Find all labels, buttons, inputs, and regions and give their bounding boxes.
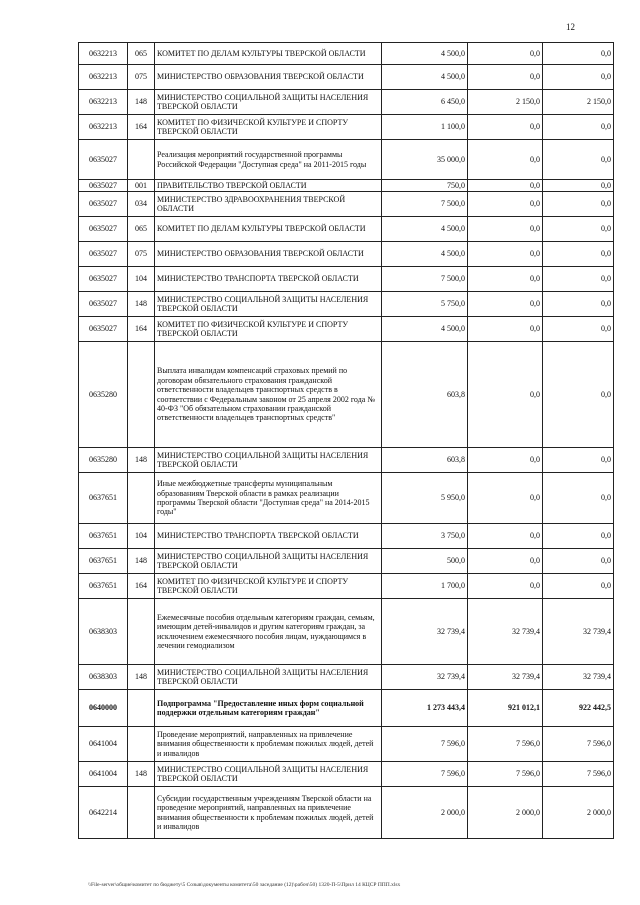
row-value-2014-cell: 750,0 xyxy=(382,180,468,192)
row-value-2015-cell: 2 150,0 xyxy=(468,90,543,115)
row-value-2014-cell: 1 100,0 xyxy=(382,115,468,140)
row-value-2015-cell: 32 739,4 xyxy=(468,599,543,665)
budget-table xyxy=(78,42,614,839)
row-value-2014-cell: 7 500,0 xyxy=(382,267,468,292)
row-value-2014-cell: 2 000,0 xyxy=(382,787,468,839)
row-value-2014-cell: 7 596,0 xyxy=(382,762,468,787)
table-row xyxy=(79,43,614,65)
table-row xyxy=(79,787,614,839)
row-value-2016-cell: 0,0 xyxy=(543,473,614,524)
row-value-2016-cell: 0,0 xyxy=(543,115,614,140)
table-row xyxy=(79,180,614,192)
row-dept-cell: 164 xyxy=(128,317,155,342)
row-value-2015-cell: 0,0 xyxy=(468,65,543,90)
row-name-cell: МИНИСТЕРСТВО СОЦИАЛЬНОЙ ЗАЩИТЫ НАСЕЛЕНИЯ ТВЕРСКОЙ ОБЛАСТИ xyxy=(155,665,382,690)
table-row xyxy=(79,65,614,90)
row-name-cell: МИНИСТЕРСТВО СОЦИАЛЬНОЙ ЗАЩИТЫ НАСЕЛЕНИЯ ТВЕРСКОЙ ОБЛАСТИ xyxy=(155,448,382,473)
row-code-cell: 0635280 xyxy=(79,448,128,473)
row-dept-cell: 034 xyxy=(128,192,155,217)
row-value-2016-cell: 0,0 xyxy=(543,140,614,180)
row-dept-cell xyxy=(128,599,155,665)
row-dept-cell: 104 xyxy=(128,524,155,549)
row-code-cell: 0632213 xyxy=(79,90,128,115)
row-code-cell: 0635027 xyxy=(79,267,128,292)
row-value-2014-cell: 4 500,0 xyxy=(382,43,468,65)
row-code-cell: 0632213 xyxy=(79,43,128,65)
row-dept-cell: 164 xyxy=(128,574,155,599)
row-code-cell: 0642214 xyxy=(79,787,128,839)
row-value-2014-cell: 4 500,0 xyxy=(382,217,468,242)
row-name-cell: КОМИТЕТ ПО ДЕЛАМ КУЛЬТУРЫ ТВЕРСКОЙ ОБЛАСТИ xyxy=(155,43,382,65)
row-code-cell: 0637651 xyxy=(79,473,128,524)
row-name-cell: МИНИСТЕРСТВО ЗДРАВООХРАНЕНИЯ ТВЕРСКОЙ ОБЛАСТИ xyxy=(155,192,382,217)
row-dept-cell: 164 xyxy=(128,115,155,140)
row-value-2016-cell: 32 739,4 xyxy=(543,665,614,690)
table-row xyxy=(79,115,614,140)
row-dept-cell: 065 xyxy=(128,217,155,242)
row-dept-cell: 148 xyxy=(128,448,155,473)
row-value-2015-cell: 0,0 xyxy=(468,43,543,65)
row-value-2015-cell: 921 012,1 xyxy=(468,690,543,727)
file-path-footer: \\File-server\общие\комитет по бюджету\5 Созыв\документы комитета\50 заседание (12)\рабоч\50) 1320-П-5\Прил 14 КЦСР ППП.xlsx xyxy=(88,882,401,888)
row-value-2016-cell: 0,0 xyxy=(543,448,614,473)
table-row xyxy=(79,90,614,115)
row-name-cell: МИНИСТЕРСТВО ТРАНСПОРТА ТВЕРСКОЙ ОБЛАСТИ xyxy=(155,524,382,549)
row-dept-cell: 001 xyxy=(128,180,155,192)
row-value-2016-cell: 0,0 xyxy=(543,180,614,192)
row-dept-cell: 148 xyxy=(128,292,155,317)
row-name-cell: Проведение мероприятий, направленных на привлечение внимания общественности к проблемам пожилых людей, детей и инвалидов xyxy=(155,727,382,762)
table-row xyxy=(79,342,614,448)
table-row xyxy=(79,599,614,665)
row-value-2014-cell: 1 700,0 xyxy=(382,574,468,599)
row-value-2015-cell: 2 000,0 xyxy=(468,787,543,839)
table-row xyxy=(79,140,614,180)
row-name-cell: КОМИТЕТ ПО ДЕЛАМ КУЛЬТУРЫ ТВЕРСКОЙ ОБЛАСТИ xyxy=(155,217,382,242)
row-dept-cell xyxy=(128,787,155,839)
row-value-2015-cell: 0,0 xyxy=(468,317,543,342)
row-value-2016-cell: 32 739,4 xyxy=(543,599,614,665)
row-name-cell: МИНИСТЕРСТВО ТРАНСПОРТА ТВЕРСКОЙ ОБЛАСТИ xyxy=(155,267,382,292)
row-value-2014-cell: 1 273 443,4 xyxy=(382,690,468,727)
row-code-cell: 0641004 xyxy=(79,762,128,787)
row-value-2016-cell: 0,0 xyxy=(543,549,614,574)
row-name-cell: КОМИТЕТ ПО ФИЗИЧЕСКОЙ КУЛЬТУРЕ И СПОРТУ ТВЕРСКОЙ ОБЛАСТИ xyxy=(155,317,382,342)
row-value-2015-cell: 7 596,0 xyxy=(468,727,543,762)
table-row xyxy=(79,267,614,292)
row-value-2015-cell: 0,0 xyxy=(468,549,543,574)
row-value-2016-cell: 0,0 xyxy=(543,217,614,242)
row-value-2014-cell: 7 500,0 xyxy=(382,192,468,217)
row-value-2014-cell: 4 500,0 xyxy=(382,242,468,267)
row-name-cell: Подпрограмма "Предоставление иных форм социальной поддержки отдельным категориям граждан" xyxy=(155,690,382,727)
row-code-cell: 0635027 xyxy=(79,317,128,342)
table-row xyxy=(79,448,614,473)
row-dept-cell xyxy=(128,473,155,524)
row-value-2014-cell: 7 596,0 xyxy=(382,727,468,762)
row-dept-cell xyxy=(128,690,155,727)
row-code-cell: 0637651 xyxy=(79,524,128,549)
row-dept-cell: 075 xyxy=(128,65,155,90)
row-dept-cell: 148 xyxy=(128,665,155,690)
row-value-2016-cell: 2 000,0 xyxy=(543,787,614,839)
row-value-2016-cell: 7 596,0 xyxy=(543,762,614,787)
row-code-cell: 0635027 xyxy=(79,292,128,317)
row-value-2015-cell: 0,0 xyxy=(468,292,543,317)
row-dept-cell xyxy=(128,727,155,762)
table-row xyxy=(79,473,614,524)
row-value-2015-cell: 32 739,4 xyxy=(468,665,543,690)
row-value-2015-cell: 0,0 xyxy=(468,140,543,180)
row-value-2014-cell: 32 739,4 xyxy=(382,599,468,665)
row-value-2014-cell: 32 739,4 xyxy=(382,665,468,690)
row-value-2016-cell: 0,0 xyxy=(543,43,614,65)
row-value-2015-cell: 0,0 xyxy=(468,242,543,267)
row-value-2015-cell: 0,0 xyxy=(468,115,543,140)
row-value-2014-cell: 35 000,0 xyxy=(382,140,468,180)
table-row xyxy=(79,690,614,727)
row-value-2015-cell: 0,0 xyxy=(468,574,543,599)
row-value-2014-cell: 4 500,0 xyxy=(382,65,468,90)
row-code-cell: 0635027 xyxy=(79,140,128,180)
row-value-2015-cell: 0,0 xyxy=(468,473,543,524)
row-value-2016-cell: 0,0 xyxy=(543,342,614,448)
row-code-cell: 0635027 xyxy=(79,242,128,267)
row-value-2016-cell: 2 150,0 xyxy=(543,90,614,115)
row-name-cell: Ежемесячные пособия отдельным категориям граждан, семьям, имеющим детей-инвалидов и другим категориям граждан, за исключением ежемесячного пособия лицам, нуждающимся в лечении гемодиализом xyxy=(155,599,382,665)
table-row xyxy=(79,242,614,267)
table-row xyxy=(79,192,614,217)
row-name-cell: ПРАВИТЕЛЬСТВО ТВЕРСКОЙ ОБЛАСТИ xyxy=(155,180,382,192)
row-value-2016-cell: 0,0 xyxy=(543,267,614,292)
row-code-cell: 0638303 xyxy=(79,599,128,665)
row-dept-cell: 148 xyxy=(128,762,155,787)
table-row xyxy=(79,524,614,549)
row-value-2016-cell: 0,0 xyxy=(543,524,614,549)
row-value-2016-cell: 0,0 xyxy=(543,65,614,90)
row-dept-cell: 065 xyxy=(128,43,155,65)
row-name-cell: КОМИТЕТ ПО ФИЗИЧЕСКОЙ КУЛЬТУРЕ И СПОРТУ ТВЕРСКОЙ ОБЛАСТИ xyxy=(155,115,382,140)
row-value-2016-cell: 0,0 xyxy=(543,242,614,267)
row-name-cell: Выплата инвалидам компенсаций страховых премий по договорам обязательного страхования гражданской ответственности владельцев транспортных средств в соответствии с Федеральным законом от 25 апреля 2002 года № 40-ФЗ "Об обязательном страховании гражданской ответственности владельцев транспортных средств" xyxy=(155,342,382,448)
table-row xyxy=(79,727,614,762)
row-value-2014-cell: 5 950,0 xyxy=(382,473,468,524)
row-value-2015-cell: 0,0 xyxy=(468,180,543,192)
row-code-cell: 0637651 xyxy=(79,574,128,599)
row-value-2014-cell: 603,8 xyxy=(382,342,468,448)
table-row xyxy=(79,292,614,317)
row-name-cell: МИНИСТЕРСТВО СОЦИАЛЬНОЙ ЗАЩИТЫ НАСЕЛЕНИЯ ТВЕРСКОЙ ОБЛАСТИ xyxy=(155,292,382,317)
table-row xyxy=(79,317,614,342)
row-code-cell: 0638303 xyxy=(79,665,128,690)
row-name-cell: КОМИТЕТ ПО ФИЗИЧЕСКОЙ КУЛЬТУРЕ И СПОРТУ ТВЕРСКОЙ ОБЛАСТИ xyxy=(155,574,382,599)
table-row xyxy=(79,762,614,787)
table-row xyxy=(79,217,614,242)
row-value-2014-cell: 4 500,0 xyxy=(382,317,468,342)
row-code-cell: 0635027 xyxy=(79,217,128,242)
row-value-2015-cell: 0,0 xyxy=(468,267,543,292)
row-value-2014-cell: 3 750,0 xyxy=(382,524,468,549)
row-dept-cell xyxy=(128,140,155,180)
row-value-2016-cell: 922 442,5 xyxy=(543,690,614,727)
row-name-cell: Иные межбюджетные трансферты муниципальным образованиям Тверской области в рамках реализации программы Тверской области "Доступная среда" на 2014-2015 годы" xyxy=(155,473,382,524)
row-code-cell: 0637651 xyxy=(79,549,128,574)
row-name-cell: Реализация мероприятий государственной программы Российской Федерации "Доступная среда" на 2011-2015 годы xyxy=(155,140,382,180)
table-row xyxy=(79,665,614,690)
table-row xyxy=(79,574,614,599)
row-dept-cell: 104 xyxy=(128,267,155,292)
row-code-cell: 0632213 xyxy=(79,115,128,140)
row-name-cell: Субсидии государственным учреждениям Тверской области на проведение мероприятий, направленных на привлечение внимания общественности к проблемам пожилых людей, детей и инвалидов xyxy=(155,787,382,839)
table-row xyxy=(79,549,614,574)
row-value-2015-cell: 0,0 xyxy=(468,448,543,473)
row-value-2015-cell: 0,0 xyxy=(468,192,543,217)
row-value-2016-cell: 0,0 xyxy=(543,317,614,342)
page-number: 12 xyxy=(566,22,575,32)
row-value-2016-cell: 0,0 xyxy=(543,192,614,217)
row-value-2016-cell: 0,0 xyxy=(543,574,614,599)
row-code-cell: 0635027 xyxy=(79,180,128,192)
row-name-cell: МИНИСТЕРСТВО СОЦИАЛЬНОЙ ЗАЩИТЫ НАСЕЛЕНИЯ ТВЕРСКОЙ ОБЛАСТИ xyxy=(155,549,382,574)
row-value-2016-cell: 7 596,0 xyxy=(543,727,614,762)
row-code-cell: 0640000 xyxy=(79,690,128,727)
row-name-cell: МИНИСТЕРСТВО ОБРАЗОВАНИЯ ТВЕРСКОЙ ОБЛАСТИ xyxy=(155,242,382,267)
row-code-cell: 0641004 xyxy=(79,727,128,762)
row-dept-cell: 148 xyxy=(128,90,155,115)
row-value-2014-cell: 6 450,0 xyxy=(382,90,468,115)
row-value-2014-cell: 603,8 xyxy=(382,448,468,473)
row-value-2016-cell: 0,0 xyxy=(543,292,614,317)
row-name-cell: МИНИСТЕРСТВО СОЦИАЛЬНОЙ ЗАЩИТЫ НАСЕЛЕНИЯ ТВЕРСКОЙ ОБЛАСТИ xyxy=(155,90,382,115)
row-dept-cell: 075 xyxy=(128,242,155,267)
row-dept-cell: 148 xyxy=(128,549,155,574)
row-code-cell: 0632213 xyxy=(79,65,128,90)
row-name-cell: МИНИСТЕРСТВО СОЦИАЛЬНОЙ ЗАЩИТЫ НАСЕЛЕНИЯ ТВЕРСКОЙ ОБЛАСТИ xyxy=(155,762,382,787)
row-value-2015-cell: 0,0 xyxy=(468,524,543,549)
row-value-2015-cell: 7 596,0 xyxy=(468,762,543,787)
row-value-2014-cell: 500,0 xyxy=(382,549,468,574)
row-dept-cell xyxy=(128,342,155,448)
row-code-cell: 0635280 xyxy=(79,342,128,448)
row-name-cell: МИНИСТЕРСТВО ОБРАЗОВАНИЯ ТВЕРСКОЙ ОБЛАСТИ xyxy=(155,65,382,90)
row-value-2015-cell: 0,0 xyxy=(468,342,543,448)
row-code-cell: 0635027 xyxy=(79,192,128,217)
row-value-2015-cell: 0,0 xyxy=(468,217,543,242)
row-value-2014-cell: 5 750,0 xyxy=(382,292,468,317)
